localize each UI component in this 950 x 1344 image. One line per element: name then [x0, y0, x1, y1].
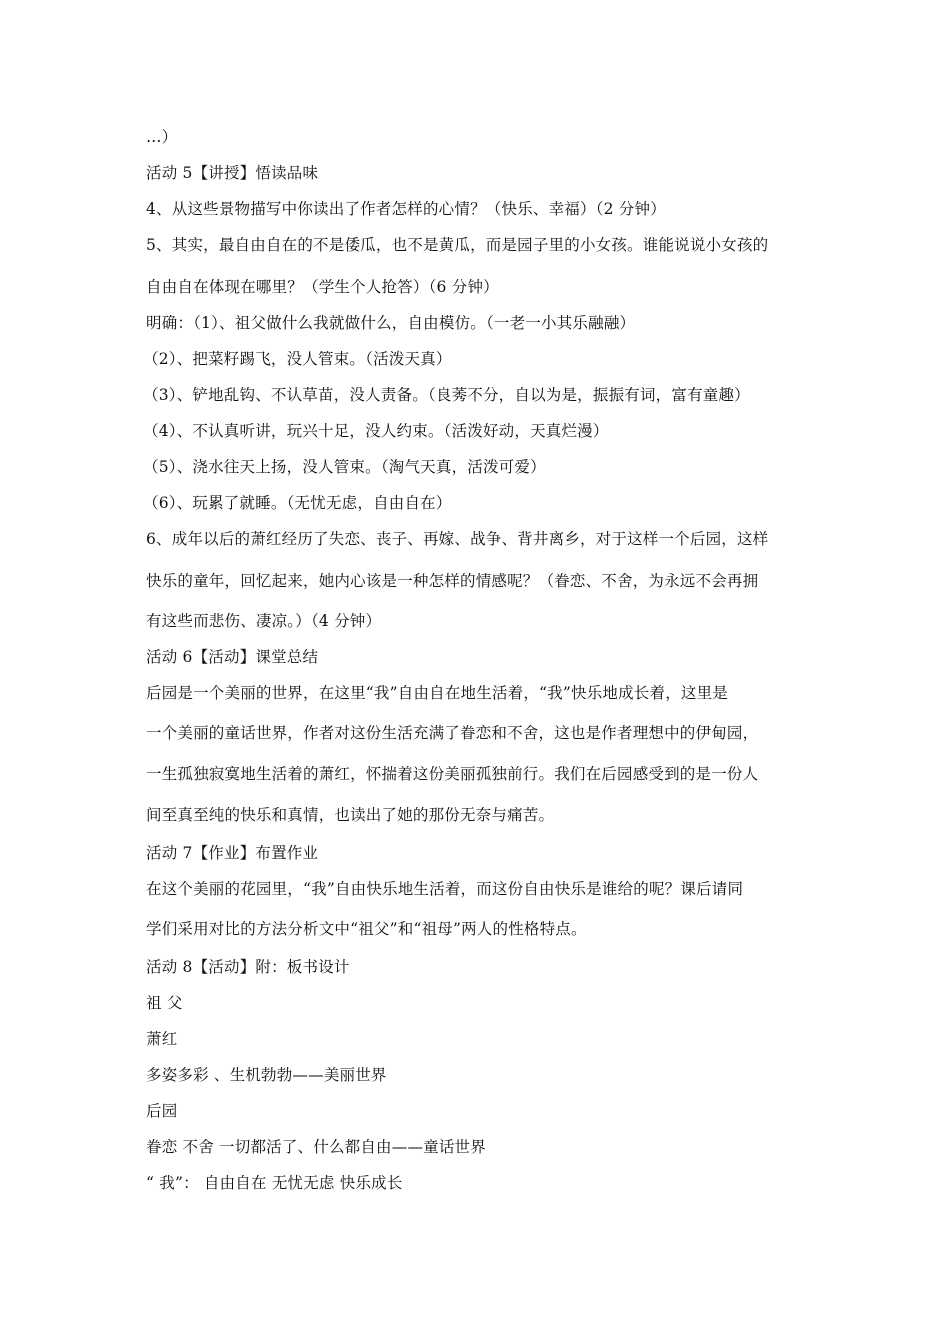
question-6-line-2: 快乐的童年，回忆起来，她内心该是一种怎样的情感呢？（眷恋、不舍，为永远不会再拥 [146, 572, 759, 590]
board-me: “ 我”： 自由自在 无忧无虑 快乐成长 [146, 1174, 403, 1192]
question-5-line-2: 自由自在体现在哪里？（学生个人抢答）（6 分钟） [146, 278, 499, 296]
question-6-line-3: 有这些而悲伤、凄凉。）（4 分钟） [146, 612, 382, 630]
question-5-line-1: 5、其实，最自由自在的不是倭瓜，也不是黄瓜，而是园子里的小女孩。谁能说说小女孩的 [146, 236, 769, 254]
answer-1: 明确：（1）、祖父做什么我就做什么，自由模仿。（一老一小其乐融融） [146, 314, 636, 332]
answer-6: （6）、玩累了就睡。（无忧无虑，自由自在） [143, 494, 452, 512]
homework-line-2: 学们采用对比的方法分析文中“祖父”和“祖母”两人的性格特点。 [146, 920, 587, 938]
board-grandfather: 祖 父 [146, 994, 183, 1012]
question-4: 4、从这些景物描写中你读出了作者怎样的心情？（快乐、幸福）（2 分钟） [146, 200, 666, 218]
board-back-garden: 后园 [146, 1102, 178, 1120]
summary-line-2: 一个美丽的童话世界，作者对这份生活充满了眷恋和不舍，这也是作者理想中的伊甸园， [146, 724, 759, 742]
answer-5: （5）、浇水往天上扬，没人管束。（淘气天真，活泼可爱） [143, 458, 546, 476]
summary-line-3: 一生孤独寂寞地生活着的萧红，怀揣着这份美丽孤独前行。我们在后园感受到的是一份人 [146, 765, 759, 783]
board-xiaohong: 萧红 [146, 1030, 178, 1048]
summary-line-1: 后园是一个美丽的世界，在这里“我”自由自在地生活着，“我”快乐地成长着，这里是 [146, 684, 728, 702]
board-fairy-world: 眷恋 不舍 一切都活了、什么都自由——童话世界 [146, 1138, 486, 1156]
activity-5-heading: 活动 5【讲授】悟读品味 [146, 164, 319, 182]
homework-line-1: 在这个美丽的花园里，“我”自由快乐地生活着，而这份自由快乐是谁给的呢？课后请同 [146, 880, 744, 898]
question-6-line-1: 6、成年以后的萧红经历了失恋、丧子、再嫁、战争、背井离乡，对于这样一个后园，这样 [146, 530, 769, 548]
board-beautiful-world: 多姿多彩 、生机勃勃——美丽世界 [146, 1066, 387, 1084]
summary-line-4: 间至真至纯的快乐和真情，也读出了她的那份无奈与痛苦。 [146, 806, 555, 824]
answer-4: （4）、不认真听讲，玩兴十足，没人约束。（活泼好动，天真烂漫） [143, 422, 609, 440]
activity-6-heading: 活动 6【活动】课堂总结 [146, 648, 319, 666]
activity-7-heading: 活动 7【作业】布置作业 [146, 844, 319, 862]
activity-8-heading: 活动 8【活动】附：板书设计 [146, 958, 350, 976]
text-line-continuation: …） [146, 128, 178, 146]
answer-2: （2）、把菜籽踢飞，没人管束。（活泼天真） [143, 350, 452, 368]
answer-3: （3）、铲地乱钩、不认草苗，没人责备。（良莠不分，自以为是，振振有词，富有童趣） [143, 386, 750, 404]
